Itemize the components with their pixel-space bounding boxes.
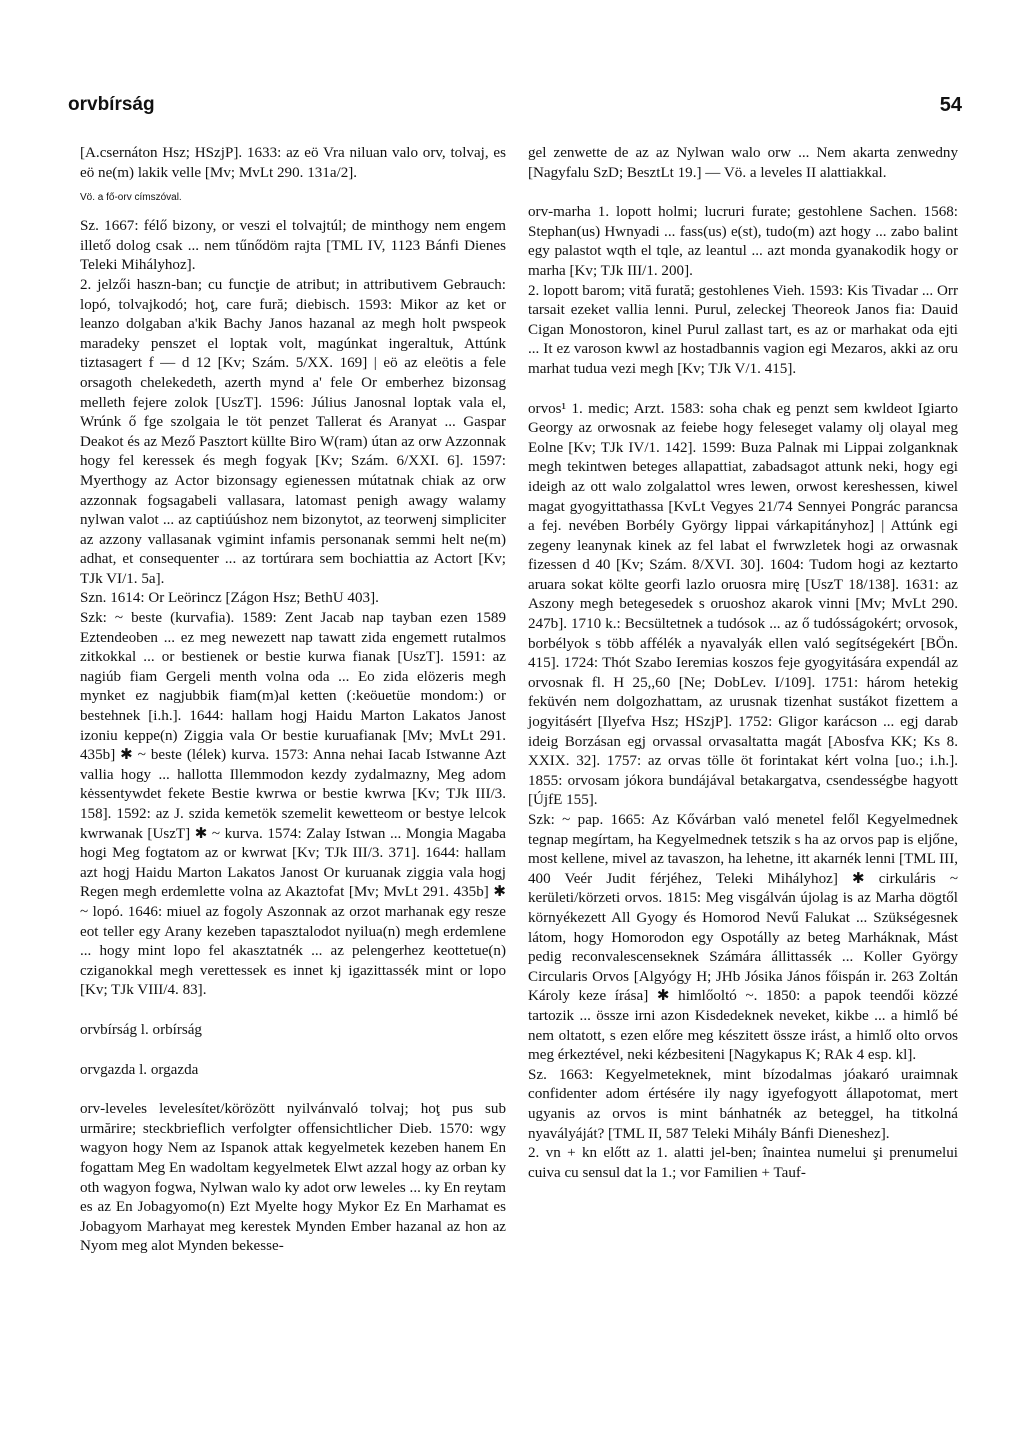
entry-paragraph: 2. lopott barom; vită furată; gestohlenes Vieh. 1593: Kis Tivadar ... Orr tarsait ezeket vallia lenni. Purul, zeleckej Theoreok Janos fia: Dauid Cigan Monostoron, kinel Purul zallast tart, es az or marhakat oda ejti ... It ez varoson kwwl az hostadbannis vagion egi Mezaros, akki az oru marhat tudua vezi megh [Kv; TJk V/1. 415]. [528, 282, 958, 377]
left-column [80, 144, 506, 1257]
page-number: 54 [939, 94, 962, 116]
entry-orv-leveles: orv-leveles levelesítet/körözött nyilvánvaló tolvaj; hoţ pus sub urmărire; steckbrieflich verfolgter offensichtlicher Dieb. 1570: wgy wagyon hogy Nem az Ispanok attak kegyelmetek kezeben hanem En fogattam Meg En wadoltam kegyelmetek Elwt azzal hogy az orban ky oth wagyon fogwa, Nylwan walo ky adot orw leweles ... ky En reytam es az En Jobagyomo(n) Ezt Myelte hogy Mykor Ez En Marhamat es Jobagyom Marhayat meg kerestek Mynden Ember hazanal az hon az Nyom meg alot Mynden bekesse- [80, 1101, 506, 1255]
entry-paragraph: Szk: ~ beste (kurvafia). 1589: Zent Jacab nap tayban ezen 1589 Eztendeoben ... ez meg newezett nap tawatt zida engemett rutalmos zitkokkal ... or bestienek or bestie kurwa fianak [UszT]. 1591: az nagiúb fiam Gergeli menth volna oda ... Eo zida elözeris megh mynket ez nagjubbik fiam(m)al ketten (:keöuetüe mondom:) or bestehnek [i.h.]. 1644: hallam hogj Haidu Marton Lakatos Janost izoniu keppe(n) Ziggia vala Or bestie kuruafianak [Mv; MvLt 291. 435b] ✱ ~ beste (lélek) kurva. 1573: Anna nehai Iacab Istwanne Azt vallia hogy ... hallotta Illemmodon kezdy zydalmazny, Meg adom kėssentywdet fekete Bestie kwrwa or bestie kwrwa [Kv; TJk III/3. 158]. 1592: az J. szida kemetök szemelit kewetteom or bestye lelcok kwrwanak [UszT] ✱ ~ kurva. 1574: Zalay Istwan ... Mongia Magaba hogi Meg fogtatom az or kwrwat [Kv; TJk III/3. 371]. 1644: hallam azt hogj Haidu Marton Lakatos Janost Or kuruanak ziggia vala hogj Regen megh erdemlette volna az Akaztofat [Mv; MvLt 291. 435b] ✱ ~ lopó. 1646: miuel az fogoly Aszonnak az orzot marhanak egy resze eot teller egy Arany kezeben tapasztalodot nyilua(n) megh erdemlene ... hogy mint lopo fel akasztatnék ... az pelengerhez keottetue(n) cziganokkal megh verettessek es innet kj igazittassék mint or lopo [Kv; TJk VIII/4. 83]. [80, 610, 506, 999]
page-header [68, 94, 962, 124]
entry-paragraph: 2. jelzői haszn-ban; cu funcţie de atribut; in attributivem Gebrauch: lopó, tolvajkodó; hoţ, care fură; diebisch. 1593: Mikor az ket or leanzo dolgaban a'kik Bachy Janos hazanal az megh holt pwspeok maradeky penszet el loptak volt, magúnkat ingeraltuk, Attúnk tiztasagert f — d 12 [Kv; Szám. 5/XX. 169] | eö az eleötis a fele orsagoth chelekedeth, azerth mynd a' fele Or emberhez bizonsag melleth fejere zolok [UszT]. 1596: Július Janosnal loptak vala el, Wrúnk ő fge szolgaia le töt penzet Tallerat és Aranyat ... Gaspar Deakot és az Mező Pasztort küllte Biro W(ram) útan az orw Azzonnak hogy fel keressek és megh fogyak [Kv; Szám. 6/XXI. 6]. 1597: Myerthogy az Actor bizonsagy egienessen mútatnak chiak az orw azzonnak fogsagabeli vallasara, latomast penigh awagy walamy nylwan valot ... az captiúúshoz nem bizonytot, az teorwenj simpliciter az azzony vallasanak vgimint infamis personanak semmi helt ne(m) adhat, et consequenter ... az tortúrara sem bochiattia az Actort [Kv; TJk VI/1. 5a]. [80, 276, 506, 587]
entry-paragraph: Szn. 1614: Or Leörincz [Zágon Hsz; BethU 403]. [80, 590, 379, 607]
entry-paragraph: [A.csernáton Hsz; HSzjP]. 1633: az eö Vra niluan valo orv, tolvaj, es eö ne(m) lakik velle [Mv; MvLt 290. 131a/2]. [80, 145, 506, 181]
entry-orvos: orvos¹ 1. medic; Arzt. 1583: soha chak eg penzt sem kwldeot Igiarto Georgy az orwosnak az feiebe hogy feleseget valamy olj olayal meg Eolne [Kv; TJk IV/1. 142]. 1599: Buza Palnak mi Lippai zolganknak megh tekintwen beteges allapattiat, zabadsagot attunk neki, hogy egi ideigh az ott walo zolgalattol wres lewen, orwost kereshessen, kiwel magat gyogyittathassa [KvLt Vegyes 21/74 Sennyei Pongrác parancsa a fej. nevében Borbély György lippai várkapitányhoz] | Attúnk egi zegeny leanynak kinek az fel labat el fwrwzletek hogi az orwasnak fizessen d 40 [Kv; Szám. 8/XVI. 30]. 1604: Tudom hogi az keztarto aruara sokat költe georfi lazlo oruosra mirę [UszT 18/138]. 1631: az Aszony megh betegesedek s oruoshoz akarok vinni [Mv; MvLt 290. 247b]. 1710 k.: Becsültetnek a tudósok ... az ő tudósságokért; orvosok, borbélyok s több affélék a nyavalyák ellen való segítségekért [BÖn. 415]. 1724: Thót Szabo Ieremias koszos feje gyogyitására expendál az orvosnak fl. H 25,,60 [Ne; DobLev. I/109]. 1751: három hetekig feküvén nem dolgozhattam, az urusnak tizenhat sustákot fizettem a jogyitásért [Ilyefva Hsz; HSzjP]. 1752: Gligor karácson ... egj darab ideig Borzásan egj orvassal orvasaltatta magát [Abosfva KK; Ks 8. XXIX. 32]. 1757: az orvas tölle öt forintakat kért volna [uo.; i.h.]. 1855: orvosam jókora bundájával betakargatva, csendességbe hagyott [ÚjfE 155]. [528, 400, 958, 809]
entry-orvgazda: orvgazda l. orgazda [80, 1061, 199, 1078]
entry-orvbirsag: orvbírság l. orbírság [80, 1021, 202, 1038]
entry-paragraph: gel zenwette de az az Nylwan walo orw ... Nem akarta zenwedny [Nagyfalu SzD; BesztLt 19.] — Vö. a leveles II alattiakkal. [528, 145, 958, 181]
entry-paragraph: Sz. 1663: Kegyelmeteknek, mint bízodalmas jóakaró uraimnak confidenter adom értésére ily nagy igyefogyott állapotomat, mert ugyanis az orvos is mint bánhatnék az beteggel, ha titkolná nyavályáját? [TML II, 587 Teleki Mihály Bánfi Dieneshez]. [528, 1066, 958, 1142]
entry-paragraph: Szk: ~ pap. 1665: Az Kővárban való menetel felől Kegyelmednek tegnap megírtam, ha Kegyelmednek tetszik s ha az orvos pap is eljőne, most kellene, mivel az tavaszon, ha lehetne, itt akarnék lenni [TML III, 400 Veér Judit férjéhez, Teleki Mihályhoz] ✱ cirkuláris ~ kerületi/körzeti orvos. 1815: Meg visgálván újolag is az Marha dögtől környékezett All Gyogy és Homorod Nevű Falukat ... Szükségesnek látom, hogy Homorodon egy Ospotálly az beteg Marháknak, Mást pedig reconvalescenseknek Számára állittassék ... Koller György Circularis Orvos [Algyógy H; JHb Jósika János főispán ir. 263 Zoltán Károly keze írása] ✱ himlőoltó ~. 1850: a papok teendői közzé tartozik ... össze irni azon Kisdedeknek neveket, kikbe ... a himlő bé nem oltatott, s ezen előre meg készitett össze irást, a himlő olto orvos meg érkeztével, neki kézbesiteni [Nagykapus K; RAk 4 esp. kl]. [528, 812, 958, 1064]
cross-reference-note: Vö. a fő-orv címszóval. [80, 192, 182, 204]
running-head: orvbírság [68, 94, 155, 115]
right-column [528, 144, 958, 1183]
entry-paragraph: Sz. 1667: félő bizony, or veszi el tolvajtúl; de minthogy nem engem illető dolog csak ... nem tűnődöm rajta [TML IV, 1123 Bánfi Dienes Teleki Mihályhoz]. [80, 218, 506, 274]
entry-paragraph: 2. vn + kn előtt az 1. alatti jel-ben; înaintea numelui şi prenumelui cuiva cu sensul dat la 1.; vor Familien + Tauf- [528, 1145, 958, 1181]
entry-orv-marha: orv-marha 1. lopott holmi; lucruri furate; gestohlene Sachen. 1568: Stephan(us) Hwnyadi ... fass(us) e(st), tudo(m) azt hogy ... zabo balint egy palastot wqth el tqle, az leantul ... azt monda gyanakodik hogy or marha [Kv; TJk III/1. 200]. [528, 204, 958, 279]
